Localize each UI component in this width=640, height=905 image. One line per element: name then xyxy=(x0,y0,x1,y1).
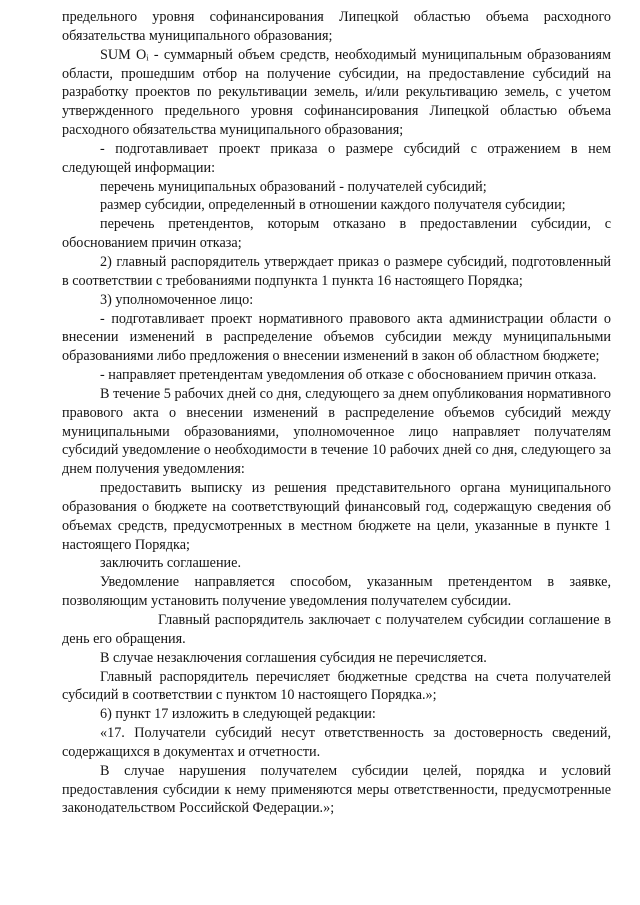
paragraph-five-working-days: В течение 5 рабочих дней со дня, следующего за днем опубликования нормативного правового акта о внесении изменений в распределение объемов субсидий между муниципальными образованиями, уполномоченное лицо направляет получателям субсидий уведомление о необходимости в течение 10 рабочих дней со дня, следующего за днем получения уведомления: xyxy=(62,385,611,478)
paragraph-sum-definition: SUM Oᵢ - суммарный объем средств, необходимый муниципальным образованиям области, прошедшим отбор на получение субсидии, на предоставление субсидий на разработку проектов по рекультивации земель, и/или рекультивацию земель, с учетом утвержденного предельного уровня софинансирования Липецкой областью объема расходного обязательства муниципального образования; xyxy=(62,46,611,139)
paragraph-list-recipients: перечень муниципальных образований - получателей субсидий; xyxy=(100,178,487,195)
paragraph-notification-method: Уведомление направляется способом, указанным претендентом в заявке, позволяющим установить получение уведомления получателем субсидии. xyxy=(62,574,611,610)
paragraph-agreement-day: Главный распорядитель заключает с получателем субсидии соглашение в день его обращения. xyxy=(62,612,611,647)
paragraph-rejected-applicants: перечень претендентов, которым отказано в предоставлении субсидии, с обоснованием причин отказа; xyxy=(62,216,611,252)
paragraph-cofinancing-continuation: предельного уровня софинансирования Липецкой областью объема расходного обязательства муниципального образования; xyxy=(62,9,611,44)
paragraph-prepare-order: - подготавливает проект приказа о размере субсидий с отражением в нем следующей информации: xyxy=(62,140,611,176)
paragraph-violation-measures: В случае нарушения получателем субсидии целей, порядка и условий предоставления субсидии к нему применяются меры ответственности, предусмотренные законодательством Российской Федерации.»; xyxy=(62,762,611,817)
paragraph-send-rejections: - направляет претендентам уведомления об отказе с обоснованием причин отказа. xyxy=(100,367,597,384)
paragraph-item-2-approves-order: 2) главный распорядитель утверждает приказ о размере субсидий, подготовленный в соответствии с требованиями подпункта 1 пункта 16 настоящего Порядка; xyxy=(62,253,611,289)
paragraph-no-agreement: В случае незаключения соглашения субсидия не перечисляется. xyxy=(100,649,487,666)
paragraph-subsidy-amount: размер субсидии, определенный в отношении каждого получателя субсидии; xyxy=(100,197,566,214)
paragraph-provide-extract: предоставить выписку из решения представительного органа муниципального образования о бюджете на соответствующий финансовый год, содержащую сведения об объемах средств, предусмотренных в местном бюджете на цели, указанные в пункте 1 настоящего Порядка; xyxy=(62,480,611,553)
paragraph-clause-17-responsibility: «17. Получатели субсидий несут ответственность за достоверность сведений, содержащихся в документах и отчетности. xyxy=(62,725,611,760)
paragraph-item-6-new-edition: 6) пункт 17 изложить в следующей редакции: xyxy=(100,706,376,723)
paragraph-sign-agreement: заключить соглашение. xyxy=(100,555,241,572)
paragraph-prepare-legal-act: - подготавливает проект нормативного правового акта администрации области о внесении изменений в распределение объемов субсидии между муниципальными образованиями либо предложения о внесении изменений в закон об областном бюджете; xyxy=(62,310,611,365)
paragraph-item-3-authorized-person: 3) уполномоченное лицо: xyxy=(100,291,254,308)
paragraph-transfer-funds: Главный распорядитель перечисляет бюджетные средства на счета получателей субсидий в соответствии с пунктом 10 настоящего Порядка.»; xyxy=(62,668,611,704)
